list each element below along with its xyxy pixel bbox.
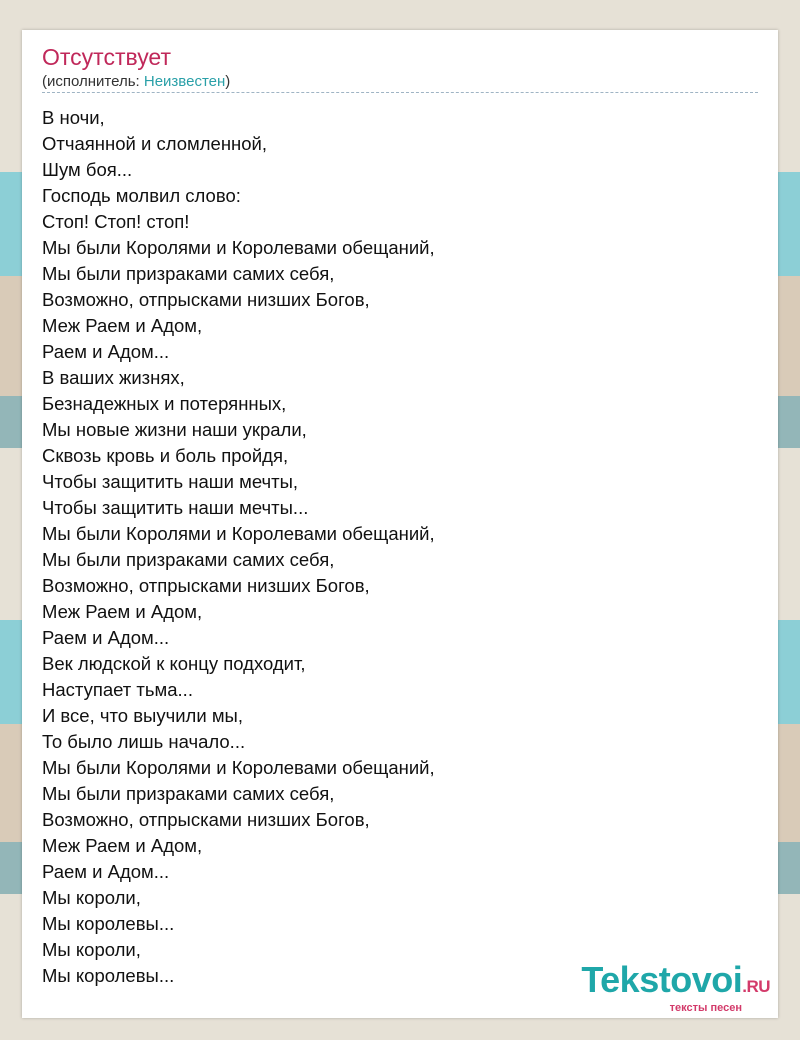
logo-main-text: Tekstovoi [581, 959, 743, 1000]
lyric-line: И все, что выучили мы, [42, 705, 243, 726]
lyric-line: Мы были Королями и Королевами обещаний, [42, 237, 435, 258]
lyrics-card [22, 30, 778, 1018]
artist-suffix: ) [225, 73, 231, 90]
site-logo[interactable] [581, 959, 770, 1014]
lyric-line: Безнадежных и потерянных, [42, 393, 287, 414]
lyric-line: Мы были призраками самих себя, [42, 549, 335, 570]
lyric-line: Мы короли, [42, 939, 141, 960]
divider [42, 92, 758, 93]
lyric-line: Мы были Королями и Королевами обещаний, [42, 757, 435, 778]
lyric-line: Мы были призраками самих себя, [42, 783, 335, 804]
artist-prefix: (исполнитель: [42, 73, 144, 90]
lyric-line: То было лишь начало... [42, 731, 246, 752]
lyric-line: Мы короли, [42, 887, 141, 908]
lyric-line: Возможно, отпрысками низших Богов, [42, 575, 370, 596]
logo-tld: .RU [742, 977, 770, 996]
lyric-line: Раем и Адом... [42, 861, 170, 882]
artist-line [42, 73, 230, 90]
lyric-line: Сквозь кровь и боль пройдя, [42, 445, 289, 466]
lyric-line: Чтобы защитить наши мечты, [42, 471, 299, 492]
lyric-line: Чтобы защитить наши мечты... [42, 497, 309, 518]
lyric-line: Раем и Адом... [42, 627, 170, 648]
lyric-line: Меж Раем и Адом, [42, 835, 203, 856]
lyric-line: Мы новые жизни наши украли, [42, 419, 307, 440]
lyric-line: Господь молвил слово: [42, 185, 241, 206]
lyric-line: В ночи, [42, 107, 105, 128]
lyric-line: Отчаянной и сломленной, [42, 133, 268, 154]
lyric-line: Меж Раем и Адом, [42, 315, 203, 336]
lyric-line: Возможно, отпрысками низших Богов, [42, 289, 370, 310]
lyric-line: Возможно, отпрысками низших Богов, [42, 809, 370, 830]
lyric-line: Век людской к концу подходит, [42, 653, 306, 674]
artist-link[interactable]: Неизвестен [143, 73, 226, 90]
lyric-line: Мы были призраками самих себя, [42, 263, 335, 284]
lyric-line: В ваших жизнях, [42, 367, 185, 388]
lyric-line: Наступает тьма... [42, 679, 193, 700]
lyric-line: Шум боя... [42, 159, 133, 180]
lyric-line: Мы королевы... [42, 913, 175, 934]
logo-subtitle: тексты песен [669, 1002, 742, 1014]
lyric-line: Меж Раем и Адом, [42, 601, 203, 622]
lyric-line: Мы королевы... [42, 965, 175, 986]
lyrics-text [42, 105, 435, 989]
song-title: Отсутствует [42, 44, 171, 70]
lyric-line: Раем и Адом... [42, 341, 170, 362]
lyric-line: Мы были Королями и Королевами обещаний, [42, 523, 435, 544]
lyric-line: Стоп! Стоп! стоп! [42, 211, 190, 232]
